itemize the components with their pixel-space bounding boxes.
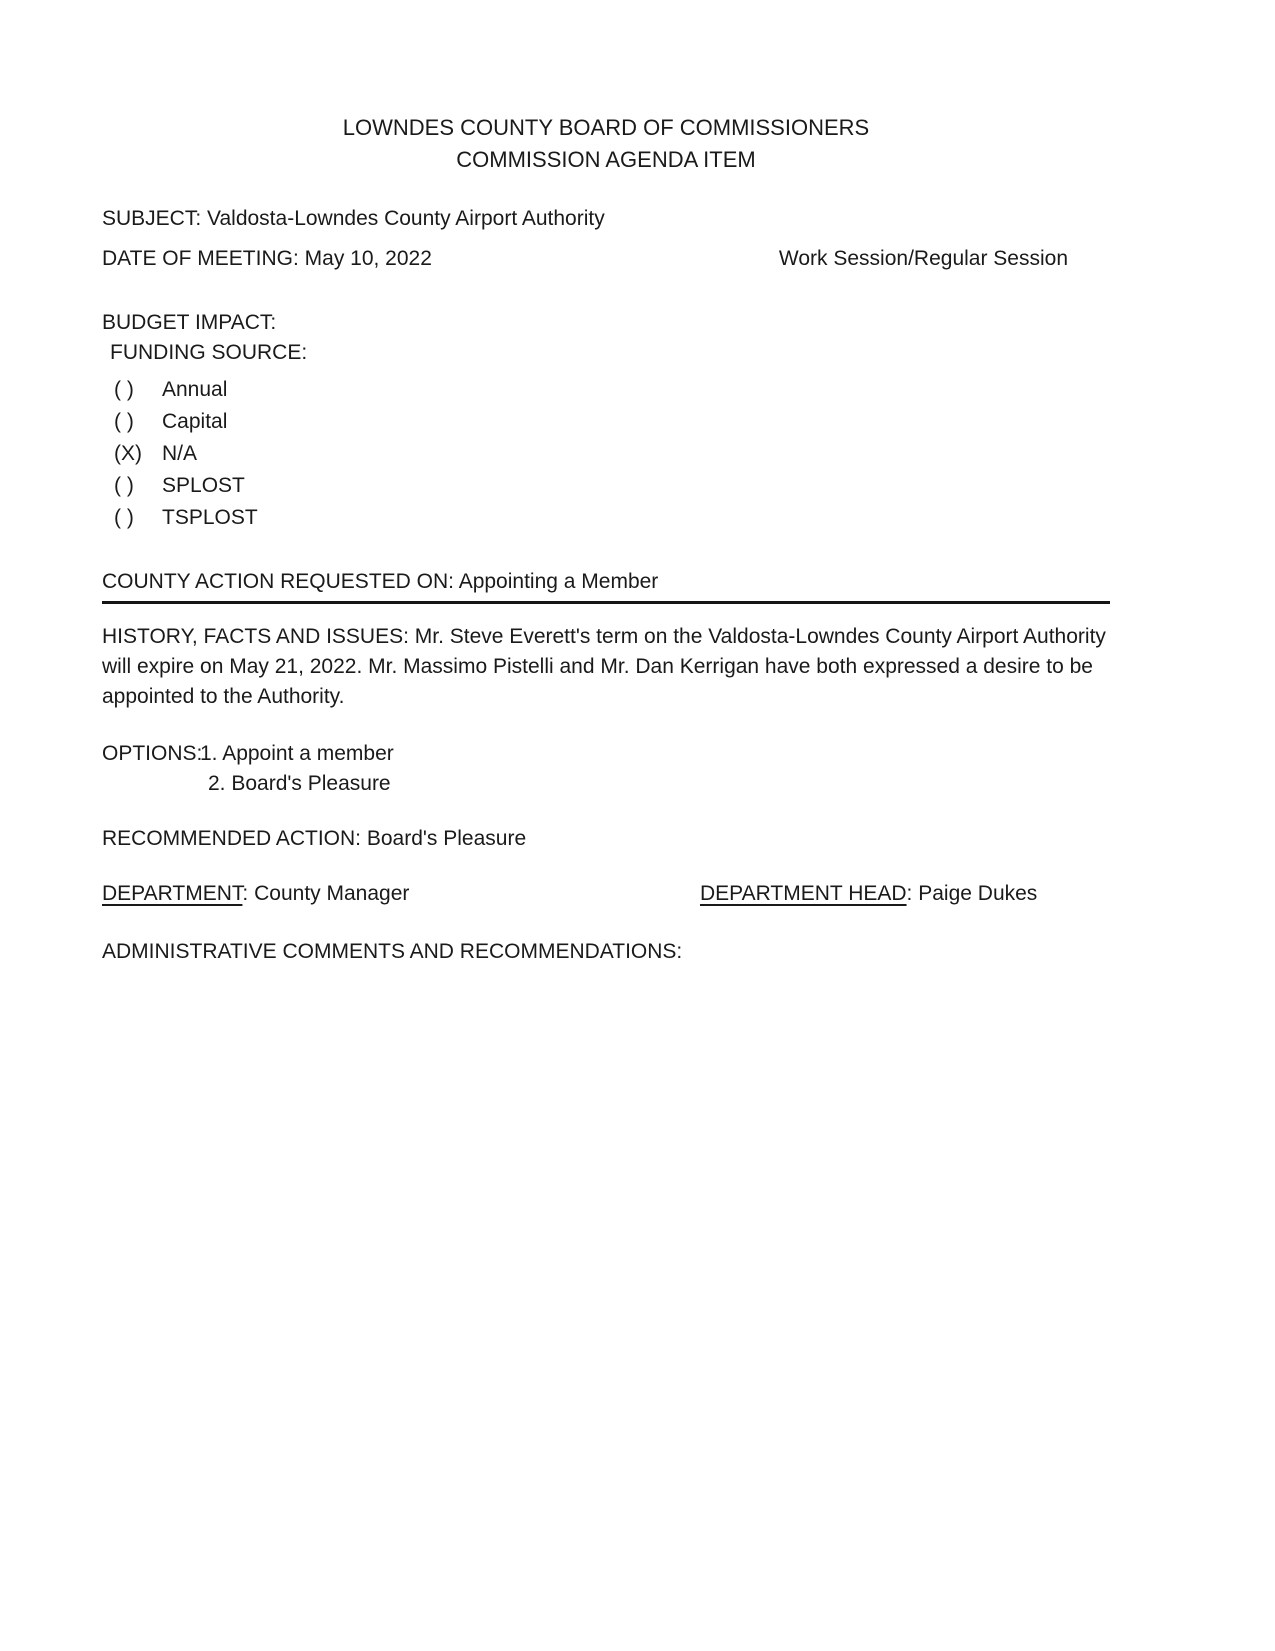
- funding-options-list: [102, 374, 1110, 534]
- funding-option-label: TSPLOST: [162, 506, 258, 529]
- recommended-action-label: RECOMMENDED ACTION:: [102, 827, 362, 850]
- funding-option-tsplost: [102, 502, 1110, 534]
- meeting-date: [102, 244, 432, 274]
- option-item-2: 2. Board's Pleasure: [208, 772, 391, 795]
- meeting-date-label: DATE OF MEETING:: [102, 247, 299, 270]
- department-row: [102, 879, 1110, 909]
- history-label: HISTORY, FACTS AND ISSUES:: [102, 625, 409, 648]
- subject-value: Valdosta-Lowndes County Airport Authority: [207, 207, 605, 230]
- admin-comments-label: ADMINISTRATIVE COMMENTS AND RECOMMENDATIONS:: [102, 940, 683, 963]
- department-colon: :: [242, 882, 249, 905]
- checkbox-mark: ( ): [114, 378, 134, 401]
- funding-option-capital: [102, 406, 1110, 438]
- checkbox-mark: ( ): [114, 506, 134, 529]
- option-item-1: 1. Appoint a member: [200, 742, 394, 765]
- department-value: County Manager: [254, 882, 410, 905]
- document-title-line2: COMMISSION AGENDA ITEM: [456, 147, 756, 172]
- county-action-label: COUNTY ACTION REQUESTED ON:: [102, 570, 454, 593]
- funding-source-label: FUNDING SOURCE:: [110, 341, 308, 364]
- funding-option-na: [102, 438, 1110, 470]
- department-head: [700, 879, 1037, 909]
- county-action-value: Appointing a Member: [458, 570, 659, 593]
- options-label: OPTIONS:: [102, 742, 203, 765]
- checkbox-mark: ( ): [114, 410, 134, 433]
- department: [102, 879, 700, 909]
- department-head-value: Paige Dukes: [918, 882, 1038, 905]
- department-head-colon: :: [906, 882, 913, 905]
- county-action-row: [102, 567, 1110, 604]
- funding-option-annual: [102, 374, 1110, 406]
- funding-option-splost: [102, 470, 1110, 502]
- options-block: [102, 739, 1110, 799]
- department-label: DEPARTMENT: [102, 882, 243, 905]
- budget-block: [102, 308, 1110, 368]
- session-type: Work Session/Regular Session: [778, 247, 1068, 270]
- options-items: [200, 739, 394, 799]
- document-title-line1: LOWNDES COUNTY BOARD OF COMMISSIONERS: [342, 115, 870, 140]
- funding-option-label: Annual: [162, 378, 228, 401]
- subject-label: SUBJECT:: [102, 207, 202, 230]
- funding-option-label: SPLOST: [162, 474, 245, 497]
- meeting-date-value: May 10, 2022: [304, 247, 432, 270]
- budget-impact-label: BUDGET IMPACT:: [102, 311, 277, 334]
- history-text: Mr. Steve Everett's term on the Valdosta-Lowndes County Airport Authority will expire on May 21, 2022. Mr. Massimo Pistelli and Mr. Dan Kerrigan have both expressed a desire to be appointed to the Authority.: [102, 625, 1106, 708]
- document-title: [102, 112, 1110, 176]
- funding-option-label: Capital: [162, 410, 228, 433]
- recommended-action-row: [102, 824, 1110, 854]
- history-facts-paragraph: [102, 622, 1110, 712]
- funding-option-label: N/A: [162, 442, 198, 465]
- checkbox-mark-checked: (X): [114, 442, 142, 465]
- subject-row: [102, 204, 1110, 234]
- checkbox-mark: ( ): [114, 474, 134, 497]
- department-head-label: DEPARTMENT HEAD: [700, 882, 907, 905]
- meeting-date-row: [102, 244, 1110, 274]
- recommended-action-value: Board's Pleasure: [366, 827, 527, 850]
